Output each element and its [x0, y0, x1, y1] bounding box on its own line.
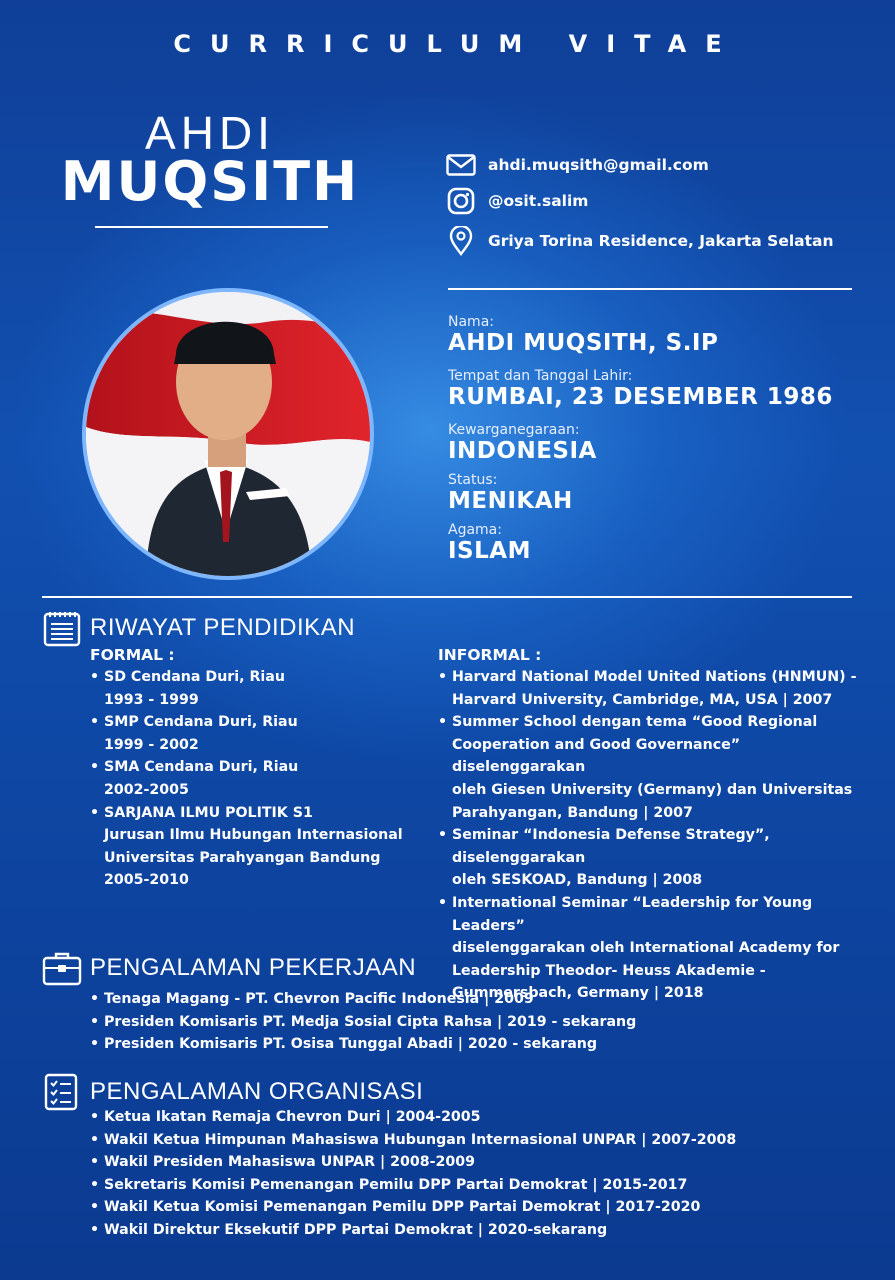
- notepad-icon: [42, 608, 82, 648]
- name-value: AHDI MUQSITH, S.IP: [448, 330, 719, 356]
- informal-label: INFORMAL :: [438, 646, 542, 664]
- education-title: RIWAYAT PENDIDIKAN: [90, 614, 356, 641]
- cv-title: CURRICULUM VITAE: [173, 30, 741, 58]
- list-item: • Summer School dengan tema “Good Regional Cooperation and Good Governance” diselenggarakan oleh Giesen University (Germany) dan Universitas Parahyangan, Bandung | 2007: [438, 711, 878, 824]
- section-divider: [42, 596, 852, 598]
- status-label: Status:: [448, 472, 498, 488]
- list-item: • Ketua Ikatan Remaja Chevron Duri | 2004-2005: [90, 1106, 870, 1129]
- name-label: Nama:: [448, 314, 494, 330]
- list-item: • SMP Cendana Duri, Riau 1999 - 2002: [90, 711, 420, 756]
- list-item: • Wakil Direktur Eksekutif DPP Partai Demokrat | 2020-sekarang: [90, 1219, 870, 1242]
- email-text: ahdi.muqsith@gmail.com: [488, 156, 709, 174]
- last-name: MUQSITH: [60, 150, 360, 213]
- list-item: • Sekretaris Komisi Pemenangan Pemilu DPP Partai Demokrat | 2015-2017: [90, 1174, 870, 1197]
- work-title: PENGALAMAN PEKERJAAN: [90, 954, 417, 981]
- status-value: MENIKAH: [448, 488, 573, 514]
- contact-divider: [448, 288, 852, 290]
- list-item: • Wakil Ketua Komisi Pemenangan Pemilu DPP Partai Demokrat | 2017-2020: [90, 1196, 870, 1219]
- citizenship-value: INDONESIA: [448, 438, 597, 464]
- birth-label: Tempat dan Tanggal Lahir:: [448, 368, 633, 384]
- list-item: • Wakil Ketua Himpunan Mahasiswa Hubungan Internasional UNPAR | 2007-2008: [90, 1129, 870, 1152]
- list-item: • SD Cendana Duri, Riau 1993 - 1999: [90, 666, 420, 711]
- list-item: • SMA Cendana Duri, Riau 2002-2005: [90, 756, 420, 801]
- org-title: PENGALAMAN ORGANISASI: [90, 1078, 424, 1105]
- religion-value: ISLAM: [448, 538, 531, 564]
- instagram-icon: [446, 186, 476, 216]
- profile-photo: [82, 288, 374, 580]
- org-list: [90, 1106, 870, 1242]
- formal-label: FORMAL :: [90, 646, 175, 664]
- list-item: • Harvard National Model United Nations (HNMUN) - Harvard University, Cambridge, MA, USA | 2007: [438, 666, 878, 711]
- birth-value: RUMBAI, 23 DESEMBER 1986: [448, 384, 833, 410]
- briefcase-icon: [42, 948, 82, 988]
- list-item: • Tenaga Magang - PT. Chevron Pacific Indonesia | 2009: [90, 988, 870, 1011]
- list-item: • Presiden Komisaris PT. Osisa Tunggal Abadi | 2020 - sekarang: [90, 1033, 870, 1056]
- list-item: • International Seminar “Leadership for Young Leaders” diselenggarakan oleh International Academy for Leadership Theodor- Heuss Akademie - Gummersbach, Germany | 2018: [438, 892, 878, 1005]
- name-divider: [95, 226, 328, 228]
- list-item: • Presiden Komisaris PT. Medja Sosial Cipta Rahsa | 2019 - sekarang: [90, 1011, 870, 1034]
- citizenship-label: Kewarganegaraan:: [448, 422, 580, 438]
- mail-icon: [446, 150, 476, 180]
- list-item: • Wakil Presiden Mahasiswa UNPAR | 2008-2009: [90, 1151, 870, 1174]
- instagram-text: @osit.salim: [488, 192, 589, 210]
- checklist-icon: [42, 1072, 82, 1112]
- education-heading: [42, 608, 355, 648]
- address-text: Griya Torina Residence, Jakarta Selatan: [488, 232, 834, 250]
- contact-address[interactable]: [446, 226, 834, 256]
- formal-list: [90, 666, 420, 892]
- location-pin-icon: [446, 226, 476, 256]
- informal-list: [438, 666, 878, 1005]
- portrait-illustration: [86, 292, 370, 576]
- contact-email[interactable]: [446, 150, 709, 180]
- religion-label: Agama:: [448, 522, 502, 538]
- list-item: • Seminar “Indonesia Defense Strategy”, diselenggarakan oleh SESKOAD, Bandung | 2008: [438, 824, 878, 892]
- list-item: • SARJANA ILMU POLITIK S1 Jurusan Ilmu Hubungan Internasional Universitas Parahyangan Bandung 2005-2010: [90, 802, 420, 892]
- contact-instagram[interactable]: [446, 186, 588, 216]
- work-heading: [42, 948, 416, 988]
- first-name: AHDI: [145, 107, 275, 159]
- work-list: [90, 988, 870, 1056]
